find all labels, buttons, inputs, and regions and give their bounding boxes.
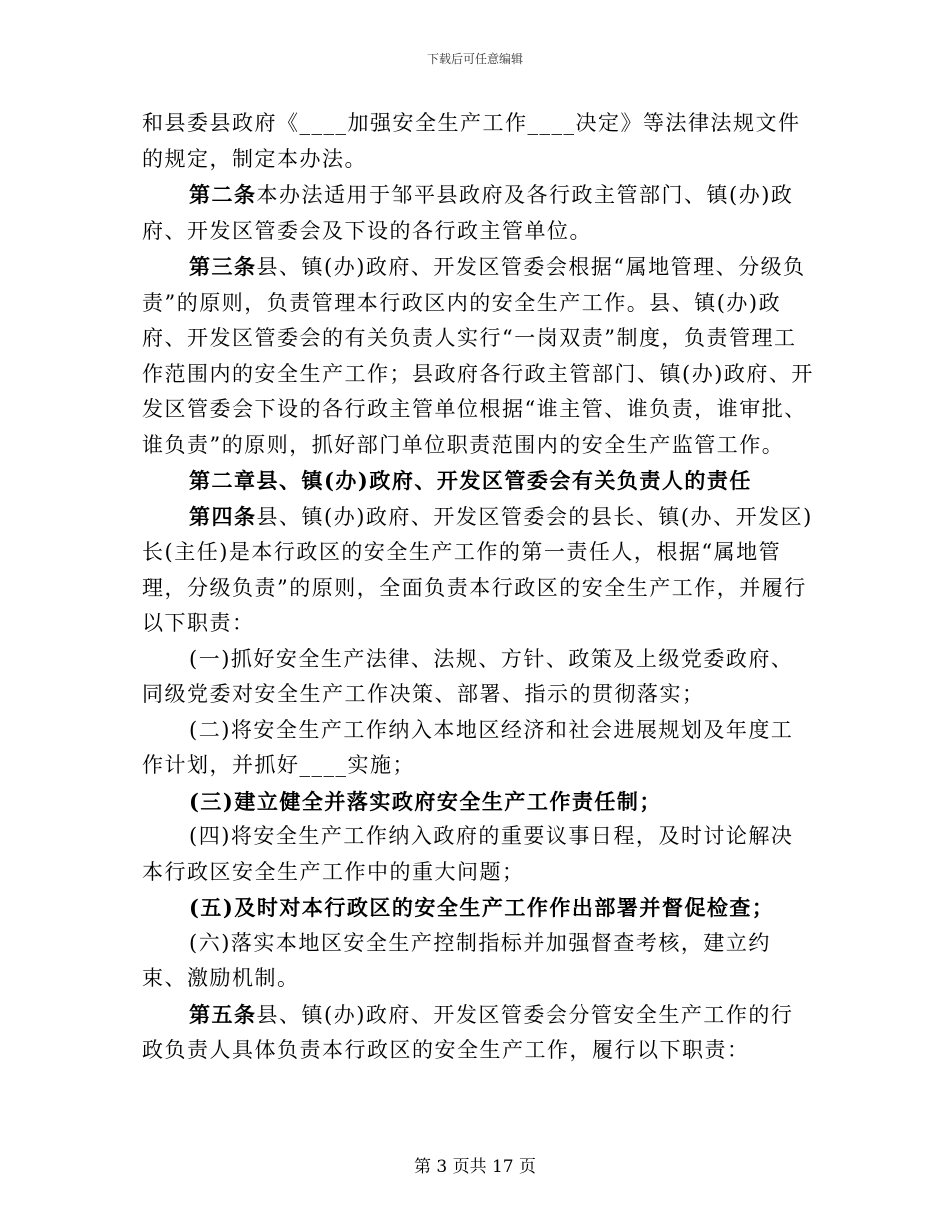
- article-3-label: 第三条: [189, 254, 257, 279]
- article-3-text: 县、镇(办)政府、开发区管委会根据“属地管理、分级负责”的原则，负责管理本行政区内的安全生产工作。县、镇(办)政府、开发区管委会的有关负责人实行“一岗双责”制度，负责管理工作范围内的安全生产工作；县政府各行政主管部门、镇(办)政府、开发区管委会下设的各行政主管单位根据“谁主管、谁负责，谁审批、谁负责”的原则，抓好部门单位职责范围内的安全生产监管工作。: [142, 255, 814, 457]
- page-header: 下载后可任意编辑: [426, 52, 523, 66]
- list-item-5: (五)及时对本行政区的安全生产工作作出部署并督促检查；: [189, 895, 775, 920]
- article-4-text: 县、镇(办)政府、开发区管委会的县长、镇(办、开发区)长(主任)是本行政区的安全生产工作的第一责任人，根据“属地管理，分级负责”的原则，全面负责本行政区的安全生产工作，并履行以下职责：: [142, 504, 813, 635]
- list-item-3: (三)建立健全并落实政府安全生产工作责任制；: [189, 788, 662, 814]
- chapter-2-heading: 第二章县、镇(办)政府、开发区管委会有关负责人的责任: [189, 468, 752, 493]
- list-item-1: (一)抓好安全生产法律、法规、方针、政策及上级党委政府、同级党委对安全生产工作决策、部署、指示的贯彻落实；: [142, 646, 794, 706]
- article-2: [142, 177, 814, 249]
- list-item-4: (四)将安全生产工作纳入政府的重要议事日程，及时讨论解决本行政区安全生产工作中的重大问题；: [142, 824, 794, 884]
- article-5-text: 县、镇(办)政府、开发区管委会分管安全生产工作的行政负责人具体负责本行政区的安全生产工作，履行以下职责：: [142, 1002, 794, 1062]
- article-4-label: 第四条: [189, 503, 257, 529]
- list-item-6: (六)落实本地区安全生产控制指标并加强督查考核，建立约束、激励机制。: [142, 930, 771, 990]
- article-2-label: 第二条: [189, 182, 257, 207]
- article-5-label: 第五条: [189, 1001, 257, 1027]
- article-5: [142, 997, 814, 1069]
- article-3: [142, 249, 814, 463]
- article-2-text: 本办法适用于邹平县政府及各行政主管部门、镇(办)政府、开发区管委会及下设的各行政主管单位。: [142, 183, 794, 243]
- list-item-2: (二)将安全生产工作纳入本地区经济和社会进展规划及年度工作计划，并抓好____实施；: [142, 717, 794, 777]
- paragraph-intro-continued: 和县委县政府《____加强安全生产工作____决定》等法律法规文件的规定，制定本办法。: [142, 111, 801, 171]
- page-footer: 第 3 页共 17 页: [413, 1157, 537, 1177]
- document-body: [142, 106, 814, 1069]
- article-4: [142, 499, 814, 642]
